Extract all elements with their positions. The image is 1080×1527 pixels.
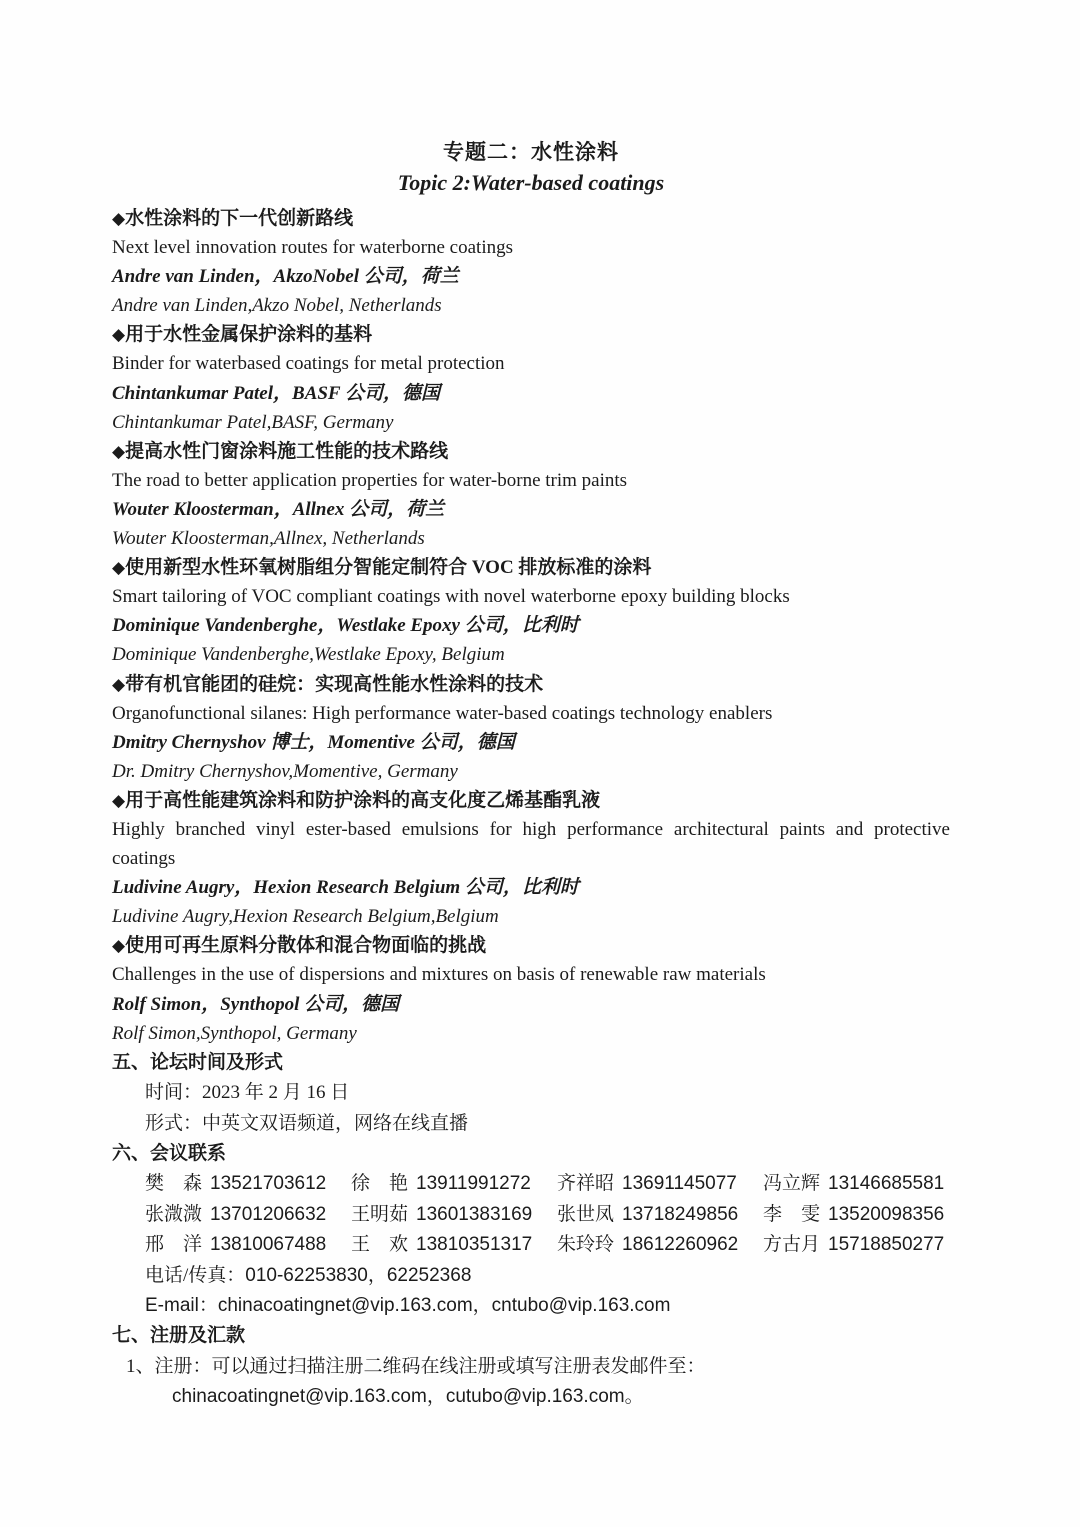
diamond-bullet-icon: ◆ bbox=[112, 558, 126, 578]
speaker-line-en: Wouter Kloosterman,Allnex, Netherlands bbox=[112, 528, 425, 550]
time-line: 时间：2023 年 2 月 16 日 bbox=[145, 1082, 350, 1104]
section-heading-time: 五、论坛时间及形式 bbox=[112, 1051, 284, 1073]
contact-name: 朱玲玲 bbox=[557, 1234, 615, 1256]
contact-name: 张溦溦 bbox=[145, 1203, 203, 1225]
contact-cell bbox=[351, 1200, 557, 1230]
talk-title-zh bbox=[112, 670, 950, 699]
speaker-line-en: Chintankumar Patel,BASF, Germany bbox=[112, 411, 394, 433]
phone-fax-label: 电话/传真： bbox=[145, 1264, 246, 1286]
program-item bbox=[112, 670, 950, 786]
talk-title-en: Binder for waterbased coatings for metal protection bbox=[112, 353, 505, 375]
speaker-line-zh: Ludivine Augry，Hexion Research Belgium 公司，比利时 bbox=[112, 877, 579, 899]
program-item bbox=[112, 204, 950, 320]
speaker-line-zh: Dominique Vandenberghe，Westlake Epoxy 公司，比利时 bbox=[112, 615, 579, 637]
diamond-bullet-icon: ◆ bbox=[112, 325, 126, 345]
talk-title-en: Highly branched vinyl ester-based emulsions for high performance architectural paints and protective coatings bbox=[112, 818, 950, 870]
contact-table bbox=[112, 1169, 950, 1260]
program-item bbox=[112, 931, 950, 1047]
speaker-line-zh: Chintankumar Patel，BASF 公司，德国 bbox=[112, 382, 441, 404]
program-list bbox=[112, 204, 950, 1048]
contact-cell bbox=[145, 1230, 351, 1260]
talk-title-zh-text: 用于高性能建筑涂料和防护涂料的高支化度乙烯基酯乳液 bbox=[125, 789, 601, 811]
talk-title-zh bbox=[112, 437, 950, 466]
contact-name: 齐祥昭 bbox=[557, 1173, 615, 1195]
contact-row bbox=[145, 1200, 950, 1230]
phone-fax-line bbox=[112, 1261, 950, 1291]
contact-name: 李 雯 bbox=[763, 1203, 821, 1225]
contact-phone: 13601383169 bbox=[416, 1203, 533, 1225]
contact-cell bbox=[557, 1169, 763, 1199]
talk-title-en: Smart tailoring of VOC compliant coatings with novel waterborne epoxy building blocks bbox=[112, 586, 790, 608]
talk-title-zh bbox=[112, 204, 950, 233]
talk-title-zh-text: 用于水性金属保护涂料的基料 bbox=[125, 324, 373, 346]
document-body bbox=[112, 137, 950, 1413]
talk-title-zh-text: 使用可再生原料分散体和混合物面临的挑战 bbox=[125, 935, 487, 957]
talk-title-en: Next level innovation routes for waterborne coatings bbox=[112, 237, 513, 259]
speaker-line-zh: Andre van Linden，AkzoNobel 公司，荷兰 bbox=[112, 266, 459, 288]
contact-phone: 13521703612 bbox=[210, 1173, 327, 1195]
speaker-line-zh: Wouter Kloosterman，Allnex 公司，荷兰 bbox=[112, 498, 445, 520]
contact-name: 王 欢 bbox=[351, 1234, 409, 1256]
info-sections bbox=[112, 1048, 950, 1413]
program-item bbox=[112, 320, 950, 436]
contact-phone: 13701206632 bbox=[210, 1203, 327, 1225]
talk-title-zh bbox=[112, 786, 950, 815]
contact-cell bbox=[351, 1230, 557, 1260]
program-item bbox=[112, 553, 950, 669]
speaker-line-en: Dominique Vandenberghe,Westlake Epoxy, Belgium bbox=[112, 644, 505, 666]
contact-phone: 13810067488 bbox=[210, 1234, 327, 1256]
contact-cell bbox=[557, 1230, 763, 1260]
contact-phone: 13691145077 bbox=[622, 1173, 737, 1195]
contact-name: 王明茹 bbox=[351, 1203, 409, 1225]
contact-name: 徐 艳 bbox=[351, 1173, 409, 1195]
contact-cell bbox=[763, 1200, 950, 1230]
talk-title-zh bbox=[112, 320, 950, 349]
contact-phone: 15718850277 bbox=[828, 1234, 945, 1256]
contact-name: 冯立辉 bbox=[763, 1173, 821, 1195]
section-heading-contact: 六、会议联系 bbox=[112, 1142, 227, 1164]
speaker-line-en: Andre van Linden,Akzo Nobel, Netherlands bbox=[112, 295, 442, 317]
contact-name: 张世凤 bbox=[557, 1203, 615, 1225]
contact-phone: 13520098356 bbox=[828, 1203, 945, 1225]
email-line bbox=[112, 1291, 950, 1321]
talk-title-en: The road to better application properties for water-borne trim paints bbox=[112, 469, 628, 491]
contact-cell bbox=[351, 1169, 557, 1199]
contact-cell bbox=[763, 1230, 950, 1260]
contact-row bbox=[145, 1230, 950, 1260]
contact-cell bbox=[557, 1200, 763, 1230]
talk-title-zh bbox=[112, 931, 950, 960]
contact-phone: 18612260962 bbox=[622, 1234, 739, 1256]
contact-phone: 13810351317 bbox=[416, 1234, 533, 1256]
section-heading-register: 七、注册及汇款 bbox=[112, 1325, 246, 1347]
diamond-bullet-icon: ◆ bbox=[112, 441, 126, 461]
email-label: E-mail： bbox=[145, 1294, 218, 1316]
talk-title-en: Challenges in the use of dispersions and mixtures on basis of renewable raw materials bbox=[112, 964, 766, 986]
contact-phone: 13718249856 bbox=[622, 1203, 739, 1225]
document-title-en: Topic 2:Water-based coatings bbox=[397, 170, 665, 195]
contact-name: 方古月 bbox=[763, 1234, 821, 1256]
register-item-line: 1、注册：可以通过扫描注册二维码在线注册或填写注册表发邮件至： bbox=[126, 1355, 706, 1377]
phone-fax-value: 010-62253830，62252368 bbox=[245, 1264, 472, 1286]
speaker-line-en: Rolf Simon,Synthopol, Germany bbox=[112, 1022, 357, 1044]
talk-title-zh-text: 提高水性门窗涂料施工性能的技术路线 bbox=[125, 440, 449, 462]
speaker-line-en: Dr. Dmitry Chernyshov,Momentive, Germany bbox=[112, 760, 458, 782]
diamond-bullet-icon: ◆ bbox=[112, 790, 126, 810]
email-value: chinacoatingnet@vip.163.com，cntubo@vip.163.com bbox=[217, 1294, 671, 1316]
register-emails-line: chinacoatingnet@vip.163.com，cutubo@vip.163.com。 bbox=[172, 1386, 644, 1408]
talk-title-en: Organofunctional silanes: High performance water-based coatings technology enablers bbox=[112, 702, 773, 724]
speaker-line-zh: Dmitry Chernyshov 博士，Momentive 公司，德国 bbox=[112, 731, 515, 753]
diamond-bullet-icon: ◆ bbox=[112, 674, 126, 694]
contact-row bbox=[145, 1169, 950, 1199]
contact-phone: 13911991272 bbox=[416, 1173, 531, 1195]
format-line: 形式：中英文双语频道，网络在线直播 bbox=[145, 1112, 469, 1134]
contact-name: 樊 森 bbox=[145, 1173, 203, 1195]
diamond-bullet-icon: ◆ bbox=[112, 209, 126, 228]
contact-cell bbox=[763, 1169, 950, 1199]
contact-cell bbox=[145, 1200, 351, 1230]
talk-title-zh bbox=[112, 553, 950, 582]
contact-phone: 13146685581 bbox=[828, 1173, 945, 1195]
document-title-zh: 专题二：水性涂料 bbox=[443, 140, 619, 164]
diamond-bullet-icon: ◆ bbox=[112, 936, 126, 956]
talk-title-zh-text: 水性涂料的下一代创新路线 bbox=[125, 208, 354, 229]
program-item bbox=[112, 437, 950, 553]
talk-title-zh-text: 带有机官能团的硅烷：实现高性能水性涂料的技术 bbox=[125, 673, 544, 695]
program-item bbox=[112, 786, 950, 931]
speaker-line-en: Ludivine Augry,Hexion Research Belgium,Belgium bbox=[112, 906, 499, 928]
contact-cell bbox=[145, 1169, 351, 1199]
contact-name: 邢 洋 bbox=[145, 1234, 203, 1256]
talk-title-zh-text: 使用新型水性环氧树脂组分智能定制符合 VOC 排放标准的涂料 bbox=[125, 557, 652, 579]
speaker-line-zh: Rolf Simon，Synthopol 公司，德国 bbox=[112, 993, 400, 1015]
